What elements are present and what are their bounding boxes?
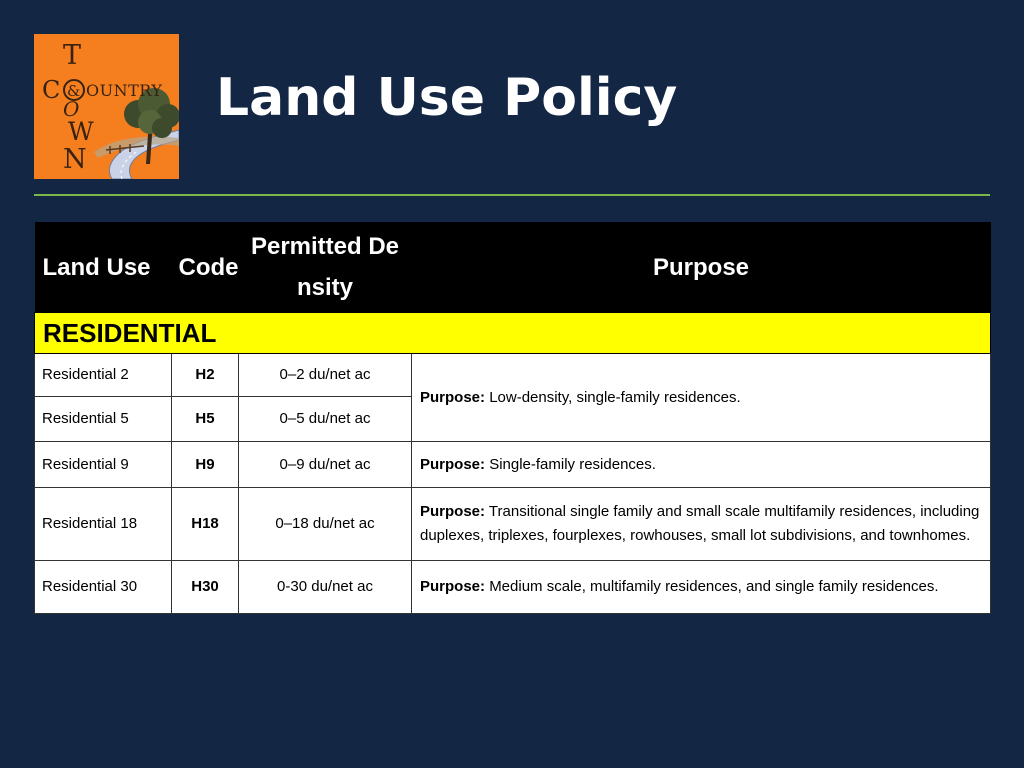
cell-purpose [412, 442, 991, 488]
cell-density: 0-30 du/net ac [239, 561, 412, 614]
cell-density: 0–2 du/net ac [239, 354, 412, 397]
cell-land-use: Residential 18 [35, 488, 172, 561]
cell-purpose [412, 561, 991, 614]
logo-letter-o: O [63, 97, 80, 121]
header-purpose: Purpose [412, 222, 991, 313]
cell-land-use: Residential 30 [35, 561, 172, 614]
cell-land-use: Residential 5 [35, 397, 172, 442]
cell-code: H2 [172, 354, 239, 397]
cell-code: H18 [172, 488, 239, 561]
land-use-table [34, 222, 991, 614]
purpose-label: Purpose: [420, 503, 486, 520]
purpose-text: Single-family residences. [489, 455, 656, 473]
cell-code: H5 [172, 397, 239, 442]
cell-purpose [412, 488, 991, 561]
purpose-label: Purpose: [420, 578, 486, 595]
logo-ampersand: & [67, 82, 81, 100]
table-row [35, 354, 991, 397]
logo-word-ountry: OUNTRY [86, 81, 163, 100]
cell-density: 0–9 du/net ac [239, 442, 412, 488]
header-code: Code [172, 222, 239, 313]
purpose-text: Medium scale, multifamily residences, and single family residences. [489, 578, 939, 595]
section-residential: RESIDENTIAL [35, 313, 991, 354]
purpose-text: Low-density, single-family residences. [489, 388, 741, 406]
table-row [35, 561, 991, 614]
table-row [35, 442, 991, 488]
purpose-label: Purpose: [420, 388, 486, 406]
table-header-row [35, 222, 991, 313]
cell-land-use: Residential 2 [35, 354, 172, 397]
logo-letter-t: T [63, 40, 82, 71]
logo-artwork [34, 34, 179, 179]
section-row [35, 313, 991, 354]
cell-density: 0–18 du/net ac [239, 488, 412, 561]
header-permitted-density: Permitted Density [239, 222, 412, 313]
cell-land-use: Residential 9 [35, 442, 172, 488]
cell-code: H9 [172, 442, 239, 488]
cell-purpose [412, 354, 991, 442]
header-land-use: Land Use [35, 222, 172, 313]
cell-code: H30 [172, 561, 239, 614]
town-and-country-logo [34, 34, 179, 179]
logo-letter-w: W [68, 117, 94, 146]
cell-density: 0–5 du/net ac [239, 397, 412, 442]
logo-letter-c: C [42, 76, 61, 104]
table-row [35, 488, 991, 561]
logo-letter-n: N [63, 144, 87, 175]
purpose-text: Transitional single family and small scale multifamily residences, including duplexes, triplexes, fourplexes, rowhouses, small lot subdivisions, and townhomes. [420, 503, 980, 544]
purpose-label: Purpose: [420, 455, 486, 473]
page-title: Land Use Policy [216, 68, 678, 128]
title-divider [34, 194, 990, 196]
